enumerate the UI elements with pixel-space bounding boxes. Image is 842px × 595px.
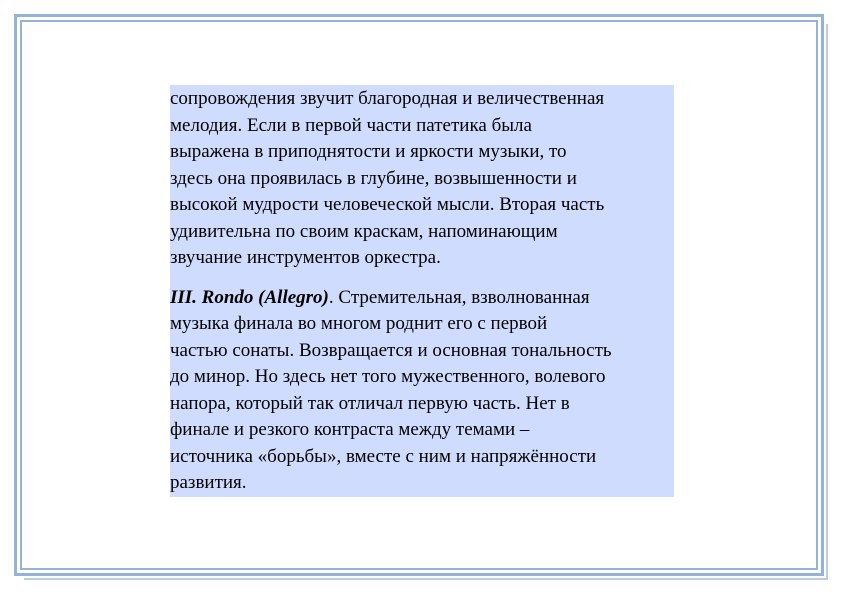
text-line: удивительна по своим краскам, напоминающим: [170, 220, 558, 242]
text-line: звучание инструментов оркестра.: [170, 247, 441, 268]
text-line: финале и резкого контраста между темами –: [170, 419, 530, 440]
text-box: [170, 85, 674, 497]
text-line: высокой мудрости человеческой мысли. Вторая часть: [170, 194, 605, 215]
text-line: напора, который так отличал первую часть. Нет в: [170, 392, 570, 414]
paragraph-third-movement: [170, 285, 674, 497]
text-run: . Стремительная, взволнованная: [328, 286, 590, 308]
text-line: частью сонаты. Возвращается и основная тональность: [170, 339, 612, 361]
paragraph-second-movement: [170, 86, 674, 272]
text-line: источника «борьбы», вместе с ним и напряжённости: [170, 445, 597, 467]
text-line: развития.: [170, 472, 247, 493]
text-line: мелодия. Если в первой части патетика была: [170, 114, 532, 136]
text-line: здесь она проявилась в глубине, возвышенности и: [170, 167, 577, 189]
text-line-with-heading: [170, 285, 674, 312]
text-line: музыка финала во многом роднит его с первой: [170, 313, 548, 334]
movement-heading: III. Rondo (Allegro): [170, 286, 329, 308]
text-line: до минор. Но здесь нет того мужественного, волевого: [170, 366, 606, 387]
text-line: выражена в приподнятости и яркости музыки, то: [170, 141, 567, 162]
text-line: сопровождения звучит благородная и величественная: [170, 88, 605, 109]
